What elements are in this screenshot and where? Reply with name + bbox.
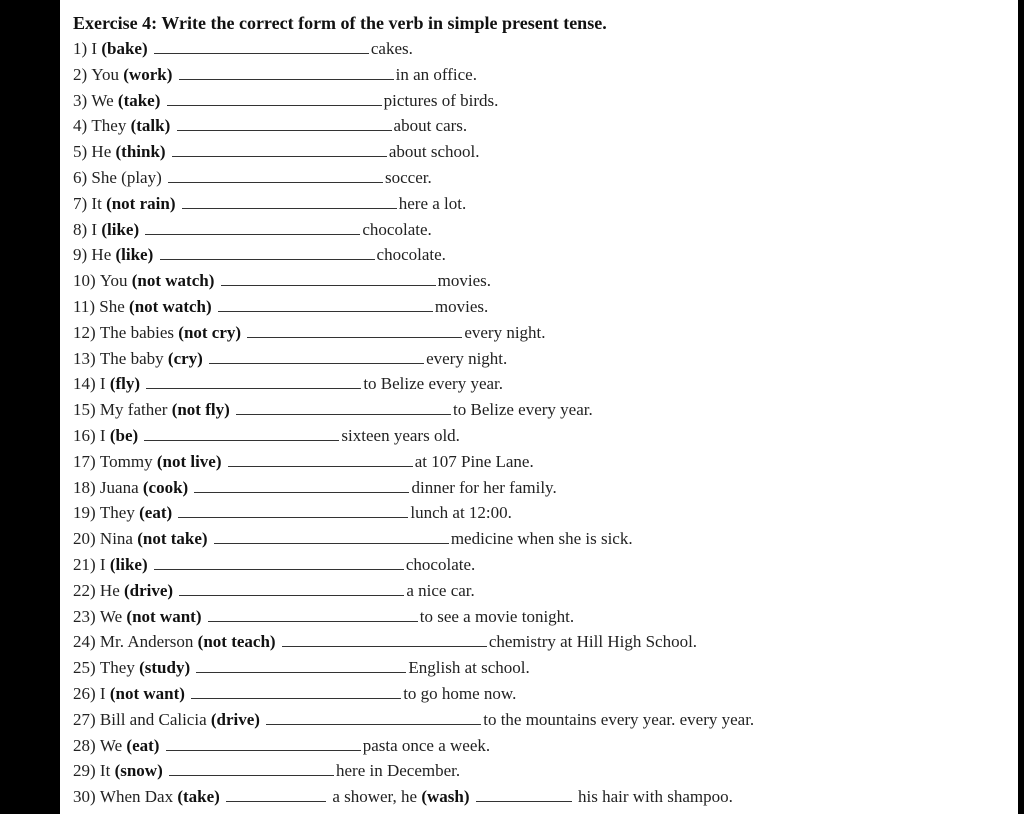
item-rest: about school. [388,142,480,162]
answer-blank[interactable] [194,478,409,493]
answer-blank[interactable] [226,787,326,802]
item-rest: movies. [437,271,491,291]
item-rest: to the mountains every year. every year. [483,709,755,729]
item-rest: chemistry at Hill High School. [488,632,698,652]
item-subject: Bill and Calicia [99,709,207,729]
item-rest: pasta once a week. [362,735,491,755]
exercise-item-26 [73,684,516,708]
item-rest: at 107 Pine Lane. [414,451,534,471]
item-subject: They [99,658,135,678]
item-subject: He [91,245,112,265]
item-rest: here a lot. [398,193,467,213]
item-rest: soccer. [385,168,432,187]
item-number: 15) [73,400,96,420]
item-verb: (not want) [109,684,185,703]
item-subject: The baby [99,348,164,368]
exercise-item-7 [73,194,466,218]
item-verb: (be) [109,426,139,445]
answer-blank[interactable] [178,503,408,518]
item-subject: I [91,39,98,58]
item-verb: (eat) [126,735,160,755]
item-verb-2: (wash) [421,787,470,807]
answer-blank[interactable] [182,194,397,209]
exercise-item-11 [73,297,488,321]
item-verb: (study) [139,658,191,678]
item-number: 24) [73,632,96,652]
item-verb: (bake) [101,39,148,58]
answer-blank[interactable] [144,426,339,441]
item-subject: She [91,168,117,187]
item-number: 26) [73,684,96,703]
item-rest: English at school. [408,658,530,678]
exercise-item-24 [73,632,697,656]
item-verb: (like) [109,555,148,574]
exercise-item-25 [73,658,530,682]
answer-blank[interactable] [218,297,433,312]
item-subject: I [99,684,106,703]
exercise-item-8 [73,220,432,244]
exercise-item-29 [73,761,460,785]
item-number: 28) [73,735,96,755]
item-rest: chocolate. [376,245,446,265]
item-verb: (not fly) [171,400,230,420]
item-rest: to see a movie tonight. [419,606,575,626]
item-verb: (snow) [114,761,163,781]
item-number: 1) [73,39,88,58]
exercise-item-13 [73,349,507,373]
item-verb: (think) [115,142,166,162]
item-number: 12) [73,322,96,342]
answer-blank[interactable] [145,220,360,235]
item-number: 2) [73,64,88,84]
exercise-item-30 [73,787,733,811]
item-subject: I [91,219,98,239]
item-number: 29) [73,761,96,781]
exercise-item-17 [73,452,534,476]
item-number: 14) [73,374,96,394]
item-verb: (not cry) [178,322,242,342]
item-number: 22) [73,580,96,600]
item-number: 3) [73,90,88,110]
item-subject: She [99,297,125,316]
item-subject: The babies [99,322,175,342]
answer-blank[interactable] [160,245,375,260]
item-rest: medicine when she is sick. [450,529,633,549]
item-number: 21) [73,555,96,574]
answer-blank[interactable] [179,65,394,80]
answer-blank[interactable] [146,374,361,389]
item-verb: (fly) [109,374,141,394]
answer-blank[interactable] [191,684,401,699]
exercise-item-19 [73,503,512,527]
item-subject: I [99,374,106,394]
answer-blank[interactable] [208,607,418,622]
answer-blank[interactable] [247,323,462,338]
item-verb: (eat) [139,503,173,523]
item-verb: (cry) [167,348,203,368]
exercise-item-14 [73,374,503,398]
item-number: 8) [73,219,88,239]
item-subject: We [99,735,123,755]
answer-blank[interactable] [169,761,334,776]
item-number: 4) [73,116,88,136]
item-subject: We [99,606,123,626]
item-subject: I [99,555,106,574]
answer-blank[interactable] [168,168,383,183]
exercise-item-20 [73,529,633,553]
exercise-item-5 [73,142,479,166]
item-subject: We [91,90,114,110]
item-rest: about cars. [393,116,468,136]
item-rest: cakes. [370,39,413,58]
item-verb: (take) [177,787,220,807]
item-rest: chocolate. [362,219,432,239]
answer-blank[interactable] [228,452,413,467]
exercise-item-15 [73,400,593,424]
item-subject: Mr. Anderson [99,632,194,652]
item-number: 16) [73,426,96,445]
exercise-item-3 [73,91,498,115]
item-verb: (talk) [130,116,171,136]
answer-blank[interactable] [282,632,487,647]
item-verb: (take) [117,90,161,110]
answer-blank-2[interactable] [476,787,572,802]
item-verb: (not watch) [131,271,215,291]
item-number: 17) [73,451,96,471]
item-rest: to Belize every year. [453,400,593,420]
exercise-item-12 [73,323,546,347]
item-verb: (not teach) [197,632,276,652]
item-rest: pictures of birds. [383,90,499,110]
exercise-item-6 [73,168,432,192]
exercise-item-28 [73,736,490,760]
answer-blank[interactable] [209,349,424,364]
item-rest: chocolate. [405,555,476,574]
exercise-item-18 [73,478,557,502]
item-rest: dinner for her family. [411,477,557,497]
item-number: 25) [73,658,96,678]
item-verb: (drive) [124,580,174,600]
item-number: 30) [73,787,96,807]
item-number: 18) [73,477,96,497]
item-number: 20) [73,529,96,549]
item-verb: (cook) [142,477,189,497]
item-verb: (not watch) [129,297,212,316]
item-number: 7) [73,193,88,213]
answer-blank[interactable] [179,581,404,596]
item-subject: I [99,426,106,445]
item-verb: (like) [101,219,140,239]
item-subject: Juana [99,477,139,497]
item-subject: You [91,64,119,84]
item-rest: sixteen years old. [341,426,460,445]
item-verb: (like) [115,245,154,265]
item-number: 10) [73,271,96,291]
item-verb: (drive) [210,709,260,729]
item-subject: It [91,193,102,213]
item-subject: Nina [99,529,133,549]
answer-blank[interactable] [172,142,387,157]
exercise-item-27 [73,710,754,734]
item-number: 9) [73,245,88,265]
exercise-item-10 [73,271,491,295]
answer-blank[interactable] [266,710,481,725]
exercise-item-4 [73,116,467,140]
item-verb: (play) [121,168,162,187]
item-verb: (not take) [137,529,208,549]
item-number: 27) [73,709,96,729]
item-subject: You [99,271,128,291]
answer-blank[interactable] [177,116,392,131]
item-verb: (not want) [126,606,202,626]
item-number: 19) [73,503,96,523]
exercise-item-21 [73,555,475,579]
exercise-item-1 [73,39,413,63]
exercise-title: Exercise 4: Write the correct form of the verb in simple present tense. [73,13,607,33]
item-verb: (not rain) [106,193,176,213]
item-verb: (work) [123,64,173,84]
item-rest: to go home now. [403,684,517,703]
item-number: 6) [73,168,88,187]
item-subject: It [99,761,111,781]
item-rest: in an office. [395,64,477,84]
answer-blank[interactable] [221,271,436,286]
item-rest: a nice car. [406,580,475,600]
item-subject: My father [99,400,168,420]
item-number: 23) [73,606,96,626]
item-rest: lunch at 12:00. [410,503,512,523]
exercise-item-22 [73,581,475,605]
item-rest: his hair with shampoo. [578,787,733,807]
item-middle: a shower, he [332,787,418,807]
item-rest: movies. [434,297,489,316]
exercise-item-23 [73,607,574,631]
exercise-item-2 [73,65,477,89]
exercise-item-16 [73,426,460,450]
answer-blank[interactable] [167,91,382,106]
item-number: 5) [73,142,88,162]
item-number: 11) [73,297,96,316]
answer-blank[interactable] [196,658,406,673]
item-subject: When Dax [99,787,174,807]
item-subject: He [91,142,112,162]
item-rest: every night. [426,348,508,368]
item-subject: He [99,580,120,600]
answer-blank[interactable] [154,39,369,54]
answer-blank[interactable] [236,400,451,415]
item-rest: here in December. [335,761,461,781]
exercise-item-9 [73,245,446,269]
item-subject: Tommy [99,451,153,471]
item-subject: They [99,503,135,523]
item-verb: (not live) [156,451,222,471]
item-number: 13) [73,348,96,368]
answer-blank[interactable] [154,555,404,570]
item-subject: They [91,116,127,136]
answer-blank[interactable] [166,736,361,751]
answer-blank[interactable] [214,529,449,544]
item-rest: to Belize every year. [363,374,504,394]
item-rest: every night. [464,322,546,342]
